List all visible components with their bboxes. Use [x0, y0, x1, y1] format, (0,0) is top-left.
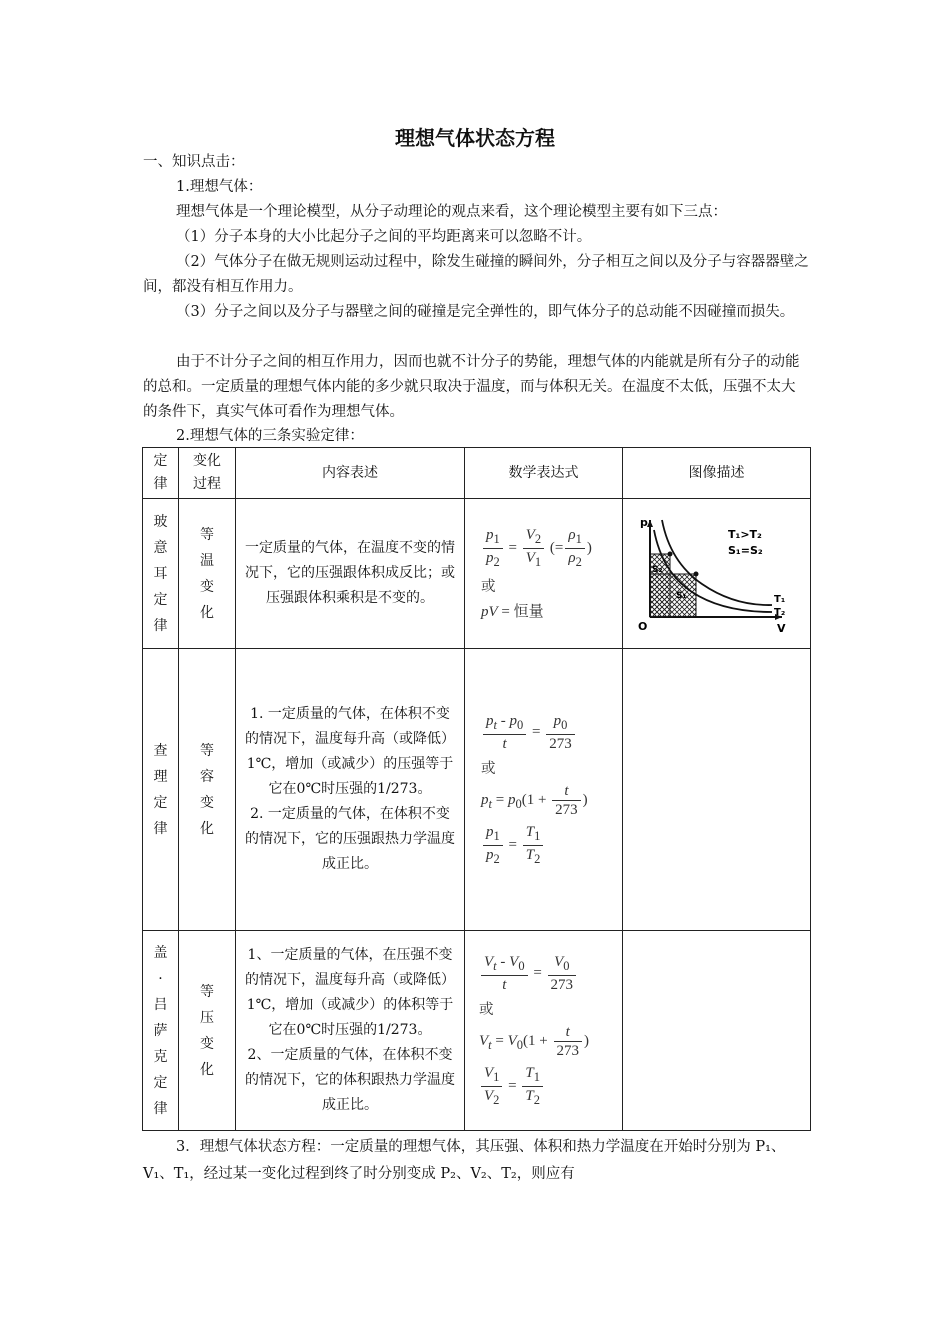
law-name-boyle: 玻意耳定律	[153, 513, 168, 634]
page-title: 理想气体状态方程	[395, 126, 555, 150]
header-process: 变化过程	[179, 448, 236, 499]
state-equation-paragraph: 3．理想气体状态方程：一定质量的理想气体，其压强、体积和热力学温度在开始时分别为 P₁、V₁、T₁，经过某一变化过程到终了时分别变成 P₂、V₂、T₂，则应有	[143, 1139, 786, 1182]
header-content: 内容表述	[236, 448, 465, 499]
area-s1	[650, 574, 696, 617]
gas-laws-table	[142, 447, 811, 1131]
svg-text:S₁: S₁	[675, 590, 686, 601]
process-isobaric: 等压变化	[200, 983, 214, 1078]
table-header-row	[143, 448, 811, 499]
header-formula: 数学表达式	[465, 448, 623, 499]
energy-paragraph: 由于不计分子之间的相互作用力，因而也就不计分子的势能，理想气体的内能就是所有分子的动能的总和。一定质量的理想气体内能的多少就只取决于温度，而与体积无关。在温度不太低，压强不太大的条件下，真实气体可看作为理想气体。	[143, 354, 800, 420]
content-charles-2: 2. 一定质量的气体，在体积不变的情况下，它的压强跟热力学温度成正比。	[245, 806, 455, 872]
intro-paragraph: 理想气体是一个理论模型，从分子动理论的观点来看，这个理论模型主要有如下三点：	[176, 204, 727, 220]
header-graph: 图像描述	[623, 448, 811, 499]
graph-cell-empty	[623, 649, 811, 931]
formula-gay-lussac: $\frac{V_t - V_0}{t}$ = $\frac{V_0}{273}$ 或 $V_t = V_0(1$ + $\frac{t}{273}$ ) $\frac{V_1}{V_2}$ = $\frac{T_1}{T_2}$	[465, 953, 622, 1109]
section-heading: 一、知识点击：	[143, 154, 245, 170]
formula-boyle: $\frac{p_1}{p_2}$ = $\frac{V_2}{V_1}$ (= $\frac{\rho_1}{\rho_2}$ ) 或 pV = 恒量	[465, 526, 622, 621]
point-3-block	[143, 300, 809, 325]
constant-word: 恒量	[513, 604, 544, 620]
process-isochoric: 等容变化	[200, 742, 214, 837]
formula-charles: $\frac{p_t - p_0}{t}$ = $\frac{p_0}{273}$ 或 $p_t = p_0(1$ + $\frac{t}{273}$ ) $\frac{p_1}{p_2}$ = $\frac{T_1}{T_2}$	[465, 712, 622, 868]
or-word: 或	[481, 760, 496, 777]
or-word: 或	[481, 579, 496, 595]
isotherm-graph	[632, 512, 802, 636]
svg-text:T₁>T₂: T₁>T₂	[727, 527, 762, 541]
law-name-charles: 查理定律	[153, 742, 168, 837]
process-isothermal: 等温变化	[200, 526, 214, 621]
point-2: （2）气体分子在做无规则运动过程中，除发生碰撞的瞬间外，分子相互之间以及分子与容器器壁之间，都没有相互作用力。	[143, 254, 809, 295]
content-boyle: 一定质量的气体，在温度不变的情况下，它的压强跟体积成反比；或压强跟体积乘积是不变的。	[245, 540, 455, 606]
table-row	[143, 649, 811, 931]
subsection-ideal-gas: 1.理想气体：	[176, 179, 263, 195]
svg-text:p: p	[639, 515, 648, 529]
content-charles-1: 1. 一定质量的气体，在体积不变的情况下，温度每升高（或降低）1℃，增加（或减少）的压强等于它在0℃时压强的1/273。	[245, 706, 455, 797]
table-row	[143, 931, 811, 1131]
content-gay-lussac-2: 2、一定质量的气体，在体积不变的情况下，它的体积跟热力学温度成正比。	[245, 1047, 455, 1113]
point-1: （1）分子本身的大小比起分子之间的平均距离来可以忽略不计。	[176, 229, 592, 245]
law-name-gay-lussac: 盖·吕萨克定律	[153, 944, 168, 1117]
energy-block	[143, 350, 809, 425]
svg-text:S₂: S₂	[651, 564, 662, 575]
state-equation-block	[143, 1134, 809, 1188]
svg-text:T₁: T₁	[773, 593, 785, 605]
svg-text:O: O	[637, 619, 647, 633]
or-word: 或	[479, 1001, 494, 1018]
subsection-laws: 2.理想气体的三条实验定律：	[176, 428, 364, 444]
point-3: （3）分子之间以及分子与器壁之间的碰撞是完全弹性的，即气体分子的总动能不因碰撞而损失。	[176, 304, 795, 320]
svg-text:T₂: T₂	[773, 606, 785, 618]
point-2-block	[143, 250, 809, 300]
content-gay-lussac-1: 1、一定质量的气体，在压强不变的情况下，温度每升高（或降低）1℃，增加（或减少）的体积等于它在0℃时压强的1/273。	[245, 947, 455, 1038]
svg-text:V: V	[776, 621, 786, 635]
svg-text:S₁=S₂: S₁=S₂	[727, 543, 763, 557]
graph-cell-empty	[623, 931, 811, 1131]
header-law: 定律	[143, 448, 179, 499]
table-row	[143, 499, 811, 649]
